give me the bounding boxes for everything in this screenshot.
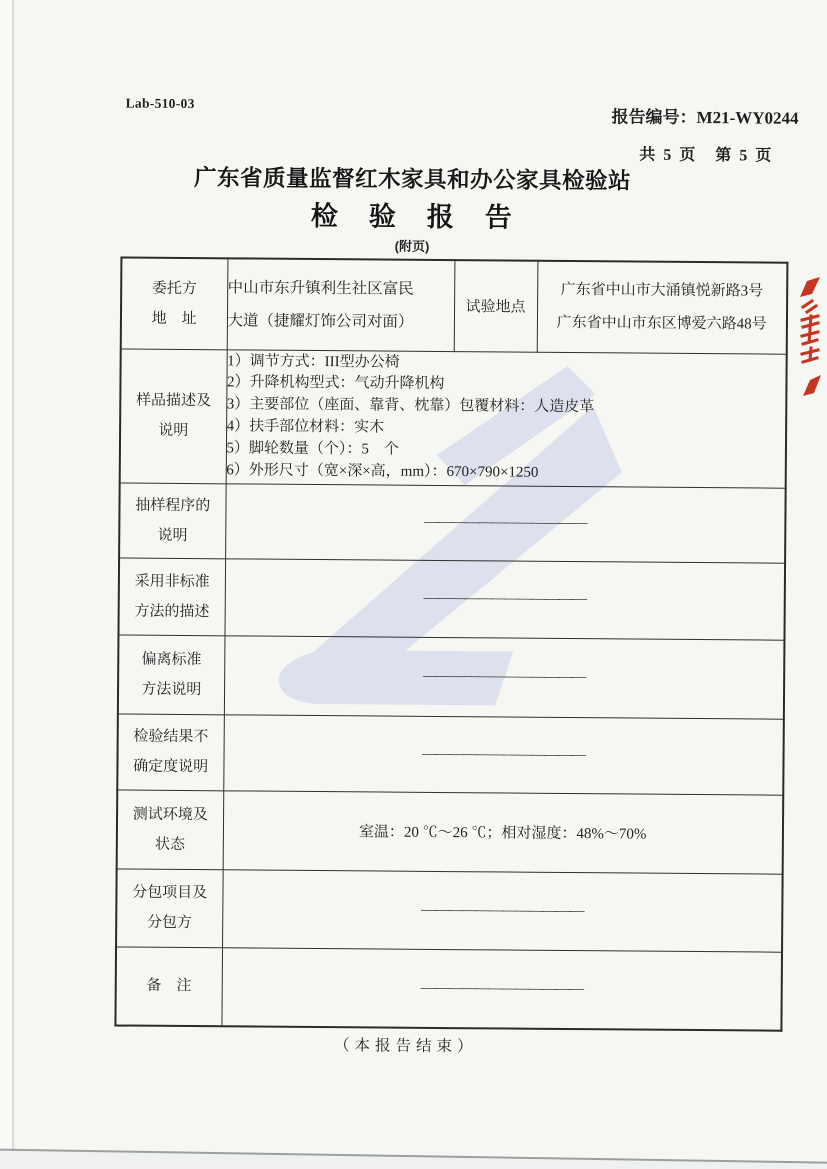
deviation-label [118, 634, 225, 714]
label-line: 委托方 [151, 280, 198, 297]
label-line: 方法的描述 [134, 603, 210, 620]
label-line: 确定度说明 [133, 758, 209, 776]
address-line: 中山市东升镇利生社区富民 [227, 279, 414, 298]
row-sample-description [120, 348, 787, 487]
label-line: 状态 [155, 836, 186, 853]
nonstandard-method-value [224, 558, 785, 639]
form-code: Lab-510-03 [125, 95, 195, 112]
row-deviation [118, 634, 785, 718]
dash-placeholder: ———————————— [424, 513, 587, 532]
subcontract-label [116, 868, 223, 947]
sampling-procedure-label [119, 482, 226, 558]
sample-item: 1）调节方式：III型办公椅 [227, 352, 400, 371]
label-line: 说明 [157, 527, 188, 544]
sample-item: 6）外形尺寸（宽×深×高，mm）：670×790×1250 [226, 461, 539, 481]
inspection-station-name: 广东省质量监督红木家具和办公家具检验站 [193, 165, 632, 194]
sample-item: 5）脚轮数量（个）：5 个 [226, 440, 400, 458]
row-client-address [121, 257, 788, 353]
uncertainty-label [117, 713, 224, 790]
remarks-value [221, 947, 782, 1030]
page-count: 共 5 页 第 5 页 [639, 146, 774, 165]
dash-placeholder: ———————————— [420, 979, 583, 997]
dash-placeholder: ———————————— [422, 667, 585, 686]
row-nonstandard-method [118, 557, 785, 639]
row-sampling-procedure [119, 482, 786, 562]
uncertainty-value [223, 714, 784, 794]
report-table [114, 256, 788, 1031]
dash-placeholder: ———————————— [421, 901, 584, 919]
end-of-report-note: （本报告结束） [333, 1037, 478, 1056]
test-environment-label [117, 789, 224, 869]
sample-item: 3）主要部位（座面、靠背、枕靠）包覆材料：人造皮革 [226, 396, 595, 416]
report-number: 报告编号：M21-WY0244 [611, 107, 799, 128]
test-environment-value [223, 790, 784, 873]
dash-placeholder: ———————————— [422, 745, 585, 763]
sample-description-label [120, 348, 227, 483]
label-line: 样品描述及 [135, 392, 212, 410]
nonstandard-method-label [118, 557, 225, 635]
sample-item: 2）升降机构型式：气动升降机构 [226, 374, 445, 393]
label-line: 地 址 [151, 310, 197, 327]
address-line: 大道（捷耀灯饰公司对面） [227, 312, 414, 331]
test-location-value [537, 261, 788, 354]
label-line: 分包项目及 [132, 884, 208, 902]
row-uncertainty [117, 713, 784, 794]
report-title: 检 验 报 告 [310, 200, 514, 233]
test-location-label: 试验地点 [454, 260, 538, 352]
remarks-label [115, 946, 222, 1026]
sample-description-value [226, 349, 787, 487]
paging-seal-stamp-fragment [790, 270, 827, 405]
label-line: 偏离标准 [141, 651, 202, 668]
label-line: 备 注 [146, 977, 192, 995]
sampling-procedure-value [225, 483, 786, 562]
label-line: 说明 [158, 422, 189, 440]
dash-placeholder: ———————————— [423, 589, 586, 608]
report-subtitle: (附页) [394, 238, 430, 254]
sample-item: 4）扶手部位材料：实木 [226, 418, 385, 436]
row-remarks [115, 946, 782, 1030]
row-test-environment [117, 789, 784, 873]
location-line: 广东省中山市东区博爱六路48号 [556, 314, 767, 333]
label-line: 分包方 [146, 914, 193, 932]
row-subcontract [116, 868, 783, 951]
environment-text: 室温：20 ℃～26 ℃；相对湿度：48%～70% [358, 824, 647, 843]
deviation-value [224, 635, 785, 718]
subcontract-value [222, 869, 783, 951]
label-line: 抽样程序的 [135, 497, 211, 514]
label-line: 方法说明 [141, 681, 202, 698]
location-line: 广东省中山市大涌镇悦新路3号 [560, 281, 764, 300]
label-line: 检验结果不 [133, 728, 209, 746]
client-address-value [227, 258, 455, 351]
label-line: 采用非标准 [134, 573, 210, 590]
label-line: 测试环境及 [132, 806, 208, 823]
client-address-label [121, 257, 228, 349]
